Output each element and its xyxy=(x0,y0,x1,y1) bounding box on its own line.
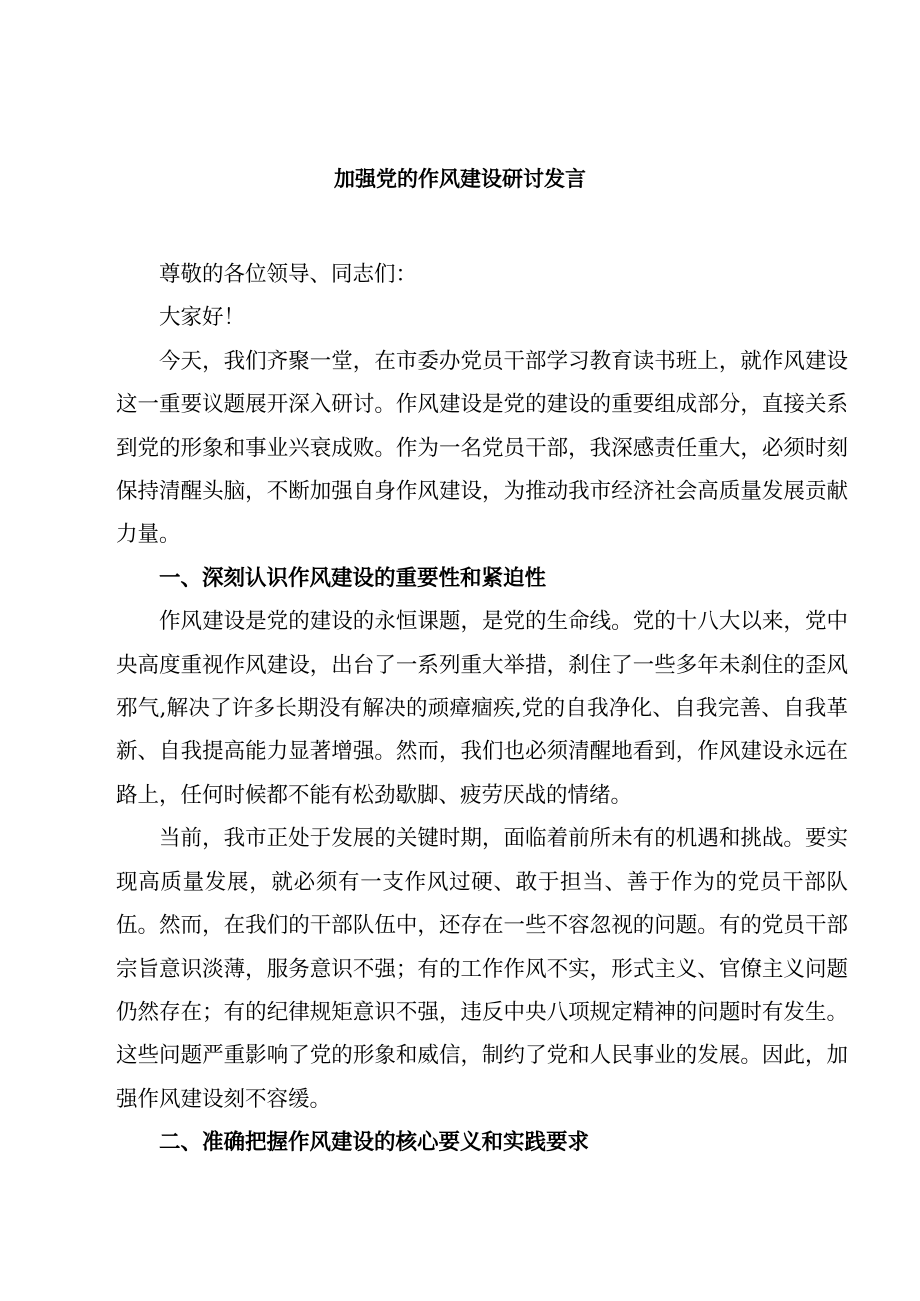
section-heading-1: 一、深刻认识作风建设的重要性和紧迫性 xyxy=(159,565,547,591)
greeting: 大家好！ xyxy=(159,305,246,331)
intro-paragraph: 今天，我们齐聚一堂，在市委办党员干部学习教育读书班上，就作风建设这一重要议题展开深入研讨。作风建设是党的建设的重要组成部分，直接关系到党的形象和事业兴衰成败。作为一名党员干部，我深感责任重大，必须时刻保持清醒头脑，不断加强自身作风建设，为推动我市经济社会高质量发展贡献力量。 xyxy=(116,348,848,548)
document-title: 加强党的作风建设研讨发言 xyxy=(334,166,586,191)
document-body xyxy=(116,253,848,1165)
body-paragraph: 当前，我市正处于发展的关键时期，面临着前所未有的机遇和挑战。要实现高质量发展，就必须有一支作风过硬、敢于担当、善于作为的党员干部队伍。然而，在我们的干部队伍中，还存在一些不容忽视的问题。有的党员干部宗旨意识淡薄，服务意识不强；有的工作作风不实，形式主义、官僚主义问题仍然存在；有的纪律规矩意识不强，违反中央八项规定精神的问题时有发生。这些问题严重影响了党的形象和威信，制约了党和人民事业的发展。因此，加强作风建设刻不容缓。 xyxy=(116,826,848,1112)
body-paragraph: 作风建设是党的建设的永恒课题，是党的生命线。党的十八大以来，党中央高度重视作风建设，出台了一系列重大举措，刹住了一些多年未刹住的歪风邪气,解决了许多长期没有解决的顽瘴痼疾,党的自我净化、自我完善、自我革新、自我提高能力显著增强。然而，我们也必须清醒地看到，作风建设永远在路上，任何时候都不能有松劲歇脚、疲劳厌战的情绪。 xyxy=(116,609,848,808)
salutation: 尊敬的各位领导、同志们： xyxy=(159,262,418,287)
section-heading-2: 二、准确把握作风建设的核心要义和实践要求 xyxy=(159,1130,590,1156)
